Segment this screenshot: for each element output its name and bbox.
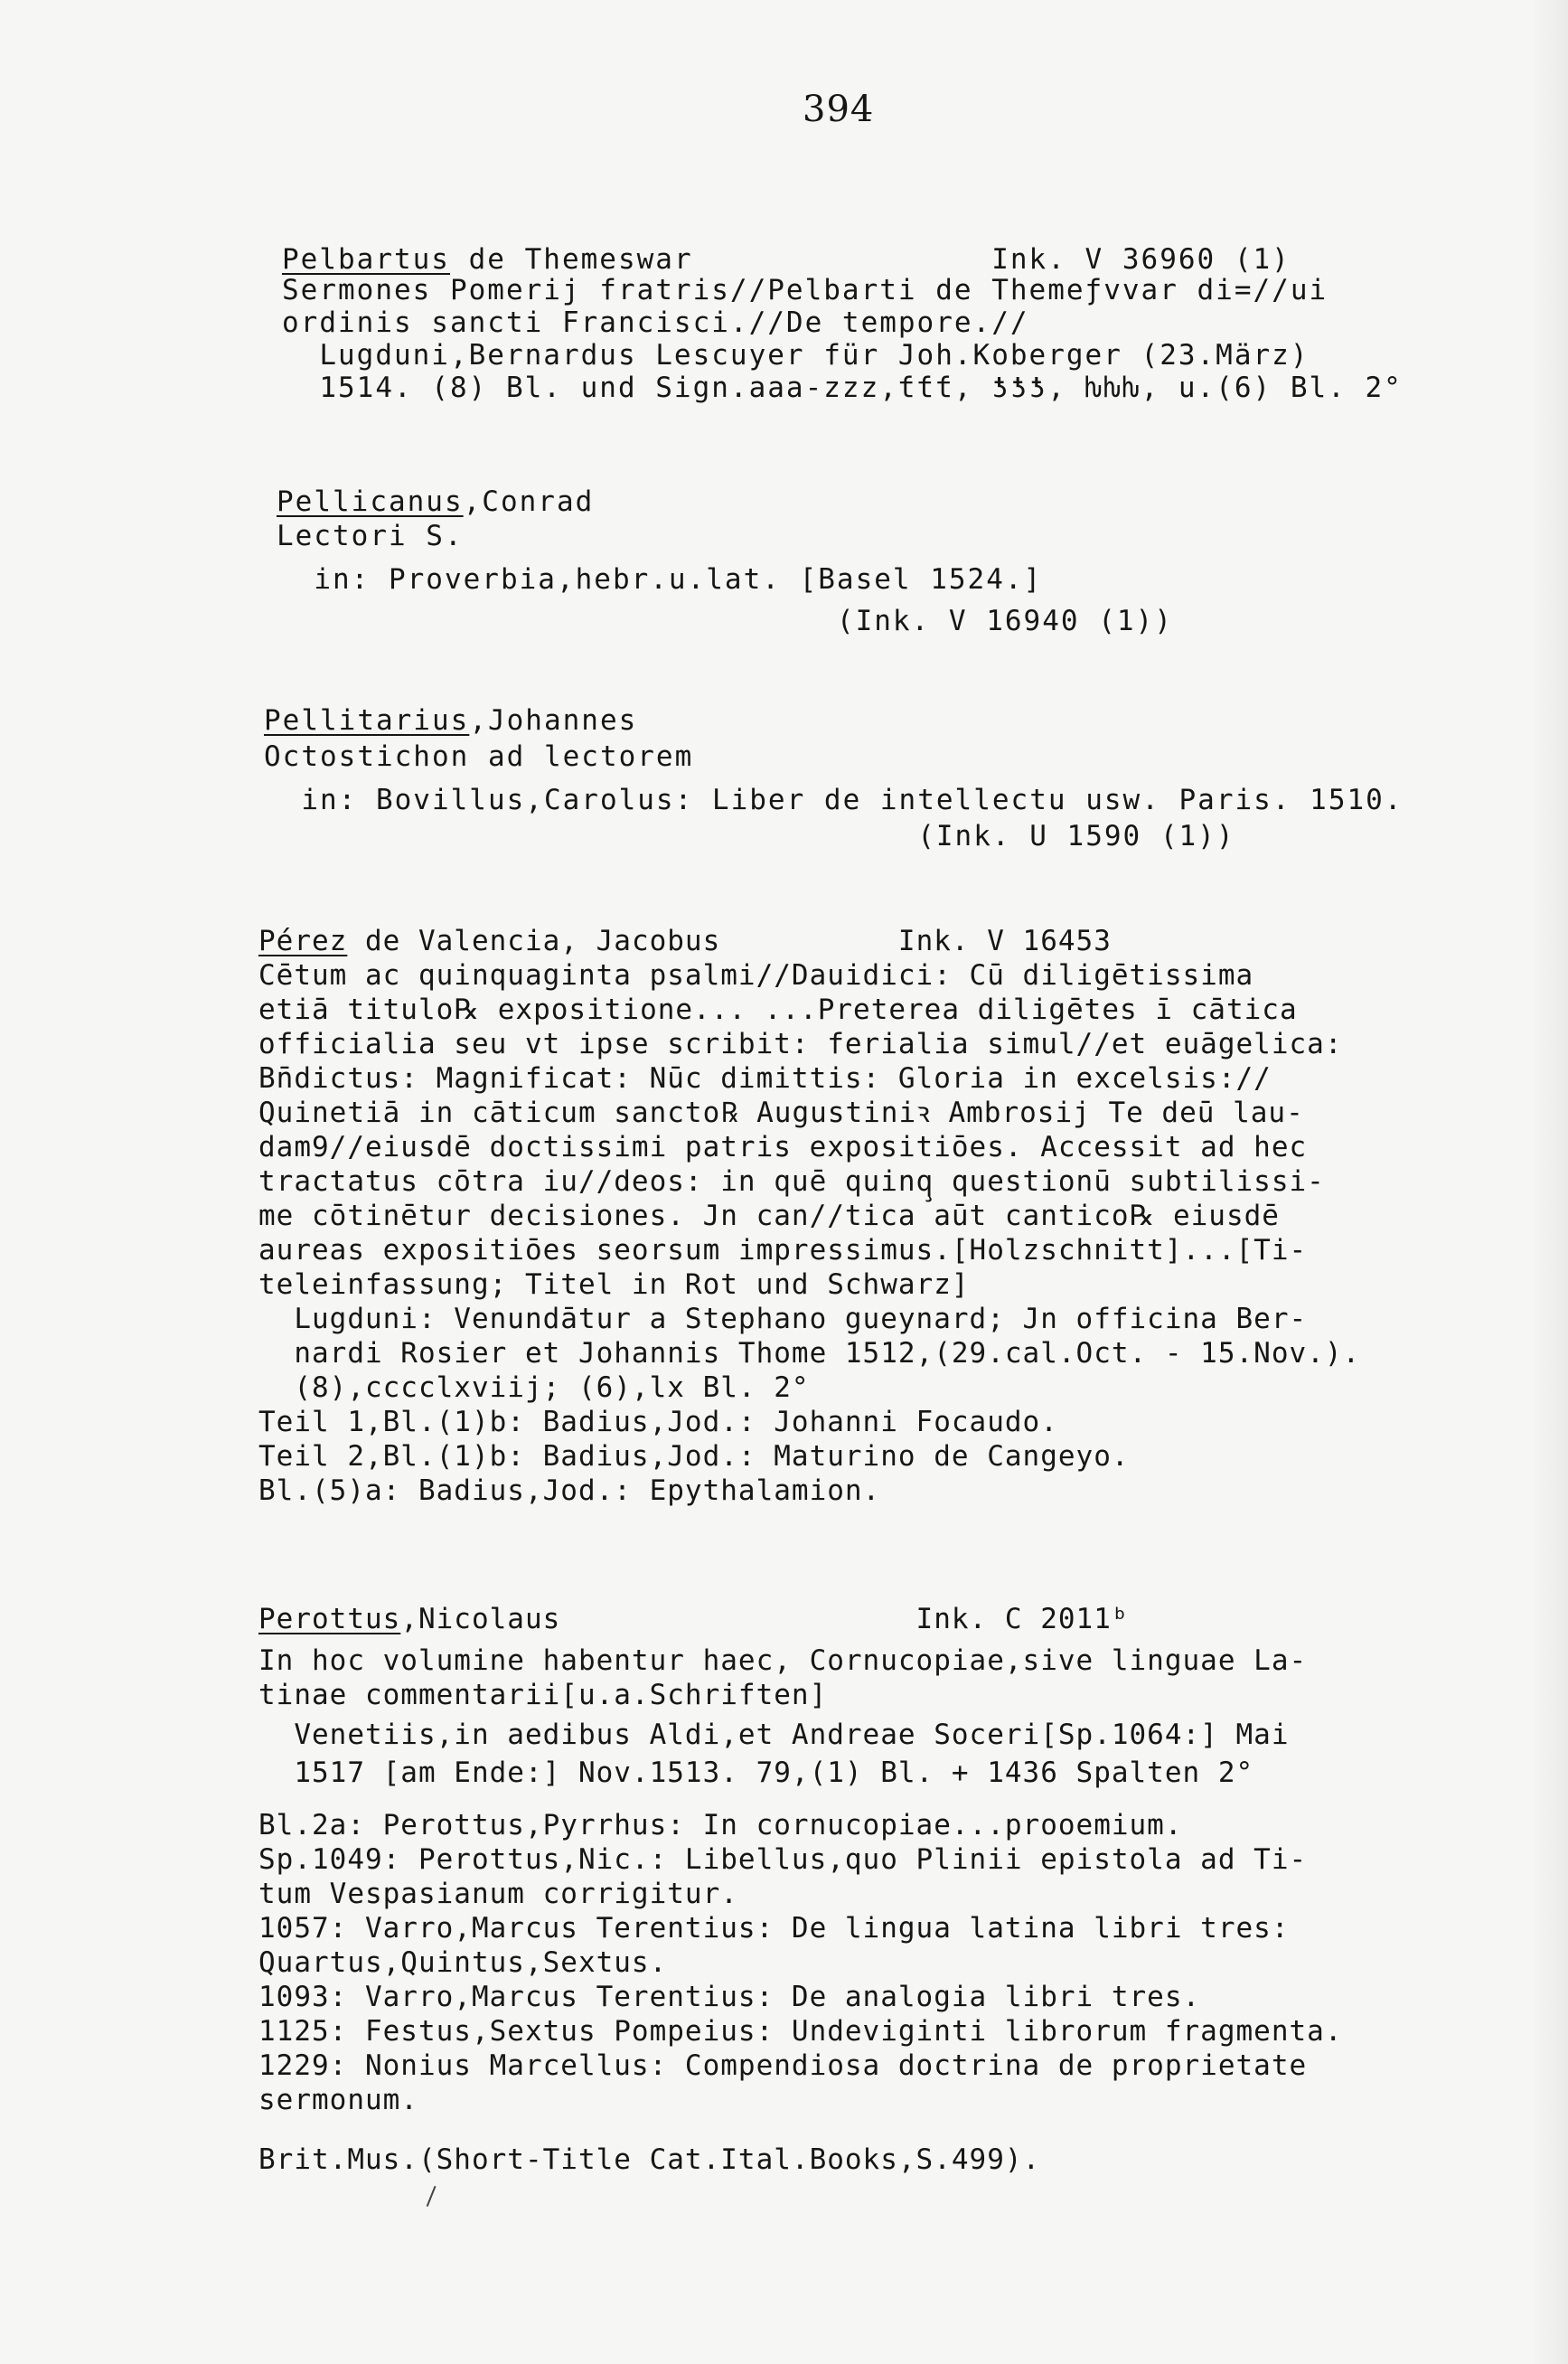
- entry-line: 1514. (8) Bl. und Sign.aaa-zzz,ƭƭƭ, ƾƾƾ, ƕƕƕ, u.(6) Bl. 2°: [282, 372, 1403, 404]
- entry-line: Octostichon ad lectorem: [264, 740, 694, 773]
- entry-line: 1517 [am Ende:] Nov.1513. 79,(1) Bl. + 1436 Spalten 2°: [258, 1757, 1254, 1789]
- entry-line: tum Vespasianum corrigitur.: [258, 1878, 738, 1910]
- entry-line: tinae commentarii[u.a.Schriften]: [258, 1679, 828, 1711]
- entry-line: 1057: Varro,Marcus Terentius: De lingua latina libri tres:: [258, 1912, 1290, 1945]
- entry-heading: Pellitarius: [264, 704, 470, 737]
- entry-line: Bl.(5)a: Badius,Jod.: Epythalamion.: [258, 1474, 881, 1507]
- entry-line: in: Bovillus,Carolus: Liber de intellectu usw. Paris. 1510.: [264, 784, 1404, 816]
- entry-line: Lectori S.: [277, 520, 464, 552]
- entry-line: 1229: Nonius Marcellus: Compendiosa doctrina de proprietate: [258, 2049, 1308, 2082]
- entry-line: Venetiis,in aedibus Aldi,et Andreae Soceri[Sp.1064:] Mai: [258, 1719, 1290, 1751]
- entry-line: tractatus cōtra iu//deos: in quē quinq̧ questionū subtilissi-: [258, 1165, 1325, 1198]
- entry-line: teleinfassung; Titel in Rot und Schwarz]: [258, 1268, 970, 1301]
- entry-line: In hoc volumine habentur haec, Cornucopiae,sive linguae La-: [258, 1644, 1308, 1677]
- entry-line: 1093: Varro,Marcus Terentius: De analogia libri tres.: [258, 1981, 1201, 2013]
- entry-line: in: Proverbia,hebr.u.lat. [Basel 1524.]: [277, 563, 1043, 596]
- page-number: 394: [803, 89, 875, 130]
- entry-heading: Perottus: [258, 1603, 401, 1635]
- entry-heading: Pelbartus: [282, 243, 450, 276]
- entry-line: (Ink. V 16940 (1)): [277, 605, 1173, 637]
- entry-line: (8),ccccl​xviij; (6),lx Bl. 2°: [258, 1371, 810, 1404]
- entry-heading: Pellicanus: [277, 485, 464, 518]
- page-edge-shadow: [1532, 0, 1568, 2364]
- entry-line: ,Nicolaus Ink. C 2011ᵇ: [400, 1603, 1130, 1635]
- entry-line: Teil 1,Bl.(1)b: Badius,Jod.: Johanni Focaudo.: [258, 1406, 1058, 1438]
- entry-line: nardi Rosier et Johannis Thome 1512,(29.cal.Oct. - 15.Nov.).: [258, 1337, 1361, 1370]
- entry-line: etiā titulo℞ expositione... ...Preterea diligētes ī cātica: [258, 994, 1298, 1026]
- entry-line: Bn̄dictus: Magnificat: Nūc dimittis: Gloria in excelsis://: [258, 1062, 1272, 1095]
- entry-line: dam9//eiusdē doctissimi patris expositiōes. Accessit ad hec: [258, 1131, 1308, 1163]
- entry-line: Lugduni,Bernardus Lescuyer für Joh.Koberger (23.März): [282, 339, 1310, 372]
- entry-line: Bl.2a: Perottus,Pyrrhus: In cornucopiae...prooemium.: [258, 1809, 1183, 1841]
- entry-line: ,Johannes: [469, 704, 638, 737]
- entry-line: Teil 2,Bl.(1)b: Badius,Jod.: Maturino de Cangeyo.: [258, 1440, 1130, 1473]
- entry-line: me cōtinētur decisiones. Jn can//tica aūt cantico℞ eiusdē: [258, 1200, 1280, 1232]
- stray-pen-mark: [427, 2186, 439, 2208]
- entry-line: Sermones Pomerij fratris//Pelbarti de Themeƒvvar di=//ui: [282, 274, 1329, 306]
- entry-line: Cētum ac quinquaginta psalmi//Dauidici: Cū diligētissima: [258, 959, 1254, 992]
- entry-line: Quinetiā in cāticum sancto℞ Augustiniꝛ Ambrosij Te deū lau-: [258, 1097, 1304, 1129]
- entry-line: ordinis sancti Francisci.//De tempore.//: [282, 306, 1029, 339]
- entry-line: (Ink. U 1590 (1)): [264, 820, 1235, 852]
- entry-line: ,Conrad: [463, 485, 595, 518]
- entry-line: 1125: Festus,Sextus Pompeius: Undeviginti librorum fragmenta.: [258, 2015, 1343, 2048]
- entry-line: de Valencia, Jacobus Ink. V 16453: [347, 925, 1112, 957]
- entry-line: Lugduni: Venundātur a Stephano gueynard; Jn officina Ber-: [258, 1303, 1308, 1335]
- entry-line: Quartus,Quintus,Sextus.: [258, 1946, 668, 1979]
- citation-line: Brit.Mus.(Short-Title Cat.Ital.Books,S.499).: [258, 2143, 1041, 2176]
- entry-line: officialia seu vt ipse scribit: ferialia simul//et euāgelica:: [258, 1028, 1343, 1060]
- entry-line: de Themeswar Ink. V 36960 (1): [449, 243, 1291, 276]
- entry-heading: Pérez: [258, 925, 348, 957]
- entry-line: aureas expositiōes seorsum impressimus.[Holzschnitt]...[Ti-: [258, 1234, 1308, 1267]
- entry-line: Sp.1049: Perottus,Nic.: Libellus,quo Plinii epistola ad Ti-: [258, 1843, 1308, 1876]
- entry-line: sermonum.: [258, 2084, 418, 2116]
